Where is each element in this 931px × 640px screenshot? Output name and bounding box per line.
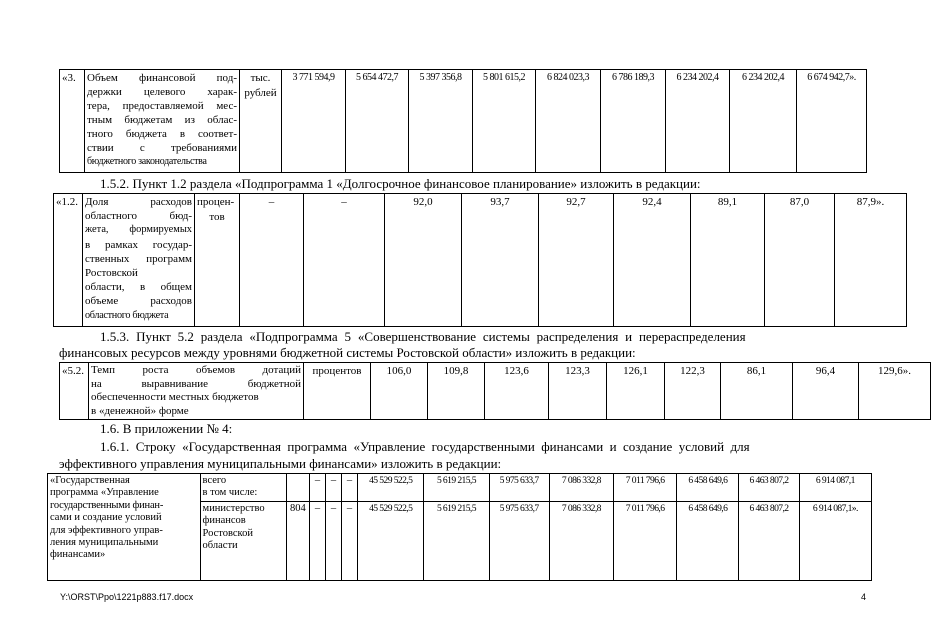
value-cell: 92,4 <box>614 194 691 327</box>
paragraph-1-6-1-line2: эффективного управления муниципальными финансами» изложить в редакции: <box>59 456 502 471</box>
desc-line: тного бюджета в соответ- <box>87 128 237 140</box>
program-name <box>48 474 201 581</box>
unit-line: тов <box>209 210 225 223</box>
indicator-description <box>85 70 240 173</box>
resp-line: в том числе: <box>202 487 258 499</box>
desc-line: Объем финансовой под- <box>87 72 237 84</box>
value-cell: 7 086 332,8 <box>549 474 613 502</box>
value-cell: 87,9». <box>835 194 907 327</box>
value-cell: 87,0 <box>765 194 835 327</box>
table-indicator-5-2 <box>59 362 931 420</box>
unit-cell: тыс. рублей <box>240 70 282 173</box>
value-cell: 7 011 796,6 <box>613 501 676 580</box>
desc-line: держки целевого харак- <box>87 86 237 98</box>
value-cell: 6 463 807,2 <box>739 501 799 580</box>
name-line: «Государственная <box>50 475 130 486</box>
unit-line: процен- <box>197 196 235 208</box>
value-cell: 3 771 594,9 <box>282 70 346 173</box>
value-cell: 6 824 023,3 <box>536 70 601 173</box>
value-cell: 123,3 <box>549 363 607 420</box>
value-cell: 122,3 <box>665 363 721 420</box>
desc-line: тера, предоставляемой мес- <box>87 100 237 112</box>
table-indicator-1-2 <box>53 193 907 327</box>
desc-line: области, в общем <box>85 281 192 294</box>
value-cell: 5 619 215,5 <box>424 474 489 502</box>
value-cell: – <box>304 194 385 327</box>
value-cell: 123,6 <box>485 363 549 420</box>
desc-line: жета, формируемых <box>85 224 192 236</box>
value-cell: 109,8 <box>428 363 485 420</box>
row-number: «5.2. <box>60 363 89 420</box>
desc-line: в рамках государ- <box>85 238 192 251</box>
desc-line: областного бюд- <box>85 210 192 223</box>
desc-line: ственных программ <box>85 252 192 265</box>
value-cell: 129,6». <box>859 363 931 420</box>
value-cell: 45 529 522,5 <box>358 501 424 580</box>
dash-cell: – <box>342 474 358 502</box>
value-cell: 92,0 <box>385 194 462 327</box>
resp-line: финансов <box>202 515 246 527</box>
value-cell: 6 234 202,4 <box>666 70 730 173</box>
desc-line: обеспеченности местных бюджетов <box>91 391 259 403</box>
name-line: программа «Управление <box>50 487 159 499</box>
code-cell: 804 <box>286 501 309 580</box>
desc-line: ствии с требованиями <box>87 142 237 154</box>
value-cell: 89,1 <box>691 194 765 327</box>
desc-line: Ростовской <box>85 267 138 280</box>
value-cell: 5 975 633,7 <box>489 501 549 580</box>
value-cell: 126,1 <box>607 363 665 420</box>
desc-line: тным бюджетам из облас- <box>87 114 237 126</box>
unit-cell <box>195 194 240 327</box>
desc-line: Темп роста объемов дотаций <box>91 364 301 376</box>
value-cell: 7 086 332,8 <box>549 501 613 580</box>
desc-line: в «денежной» форме <box>91 404 189 417</box>
footer-file-path: Y:\ORST\Ppo\1221p883.f17.docx <box>60 592 194 602</box>
value-cell: 6 458 649,6 <box>677 501 739 580</box>
value-cell: 106,0 <box>371 363 428 420</box>
row-number: «3. <box>60 70 85 173</box>
responsible-cell <box>200 474 286 502</box>
resp-line: всего <box>202 475 227 486</box>
value-cell: 5 801 615,2 <box>473 70 536 173</box>
name-line: для эффективного управ- <box>50 524 163 536</box>
paragraph-1-5-2: 1.5.2. Пункт 1.2 раздела «Подпрограмма 1 «Долгосрочное финансовое планирование» изложить в редакции: <box>100 176 701 191</box>
value-cell: 6 458 649,6 <box>677 474 739 502</box>
value-cell: 6 674 942,7». <box>797 70 867 173</box>
resp-line: министерство <box>202 502 265 514</box>
value-cell: 5 975 633,7 <box>489 474 549 502</box>
desc-line: объеме расходов <box>85 295 192 308</box>
value-cell: 93,7 <box>462 194 539 327</box>
row-number: «1.2. <box>54 194 83 327</box>
dash-cell: – <box>325 474 341 502</box>
dash-cell: – <box>325 501 341 580</box>
table-indicator-3 <box>59 69 867 173</box>
value-cell: 96,4 <box>793 363 859 420</box>
desc-line: на выравнивание бюджетной <box>91 377 301 390</box>
dash-cell: – <box>342 501 358 580</box>
value-cell: 5 397 356,8 <box>409 70 473 173</box>
table-state-program <box>47 473 872 581</box>
name-line: ления муниципальными <box>50 537 159 549</box>
value-cell: 45 529 522,5 <box>358 474 424 502</box>
value-cell: 86,1 <box>721 363 793 420</box>
dash-cell: – <box>309 501 325 580</box>
value-cell: 6 786 189,3 <box>601 70 666 173</box>
desc-line: Доля расходов <box>85 196 192 208</box>
page-number: 4 <box>861 592 867 602</box>
value-cell: 6 914 087,1 <box>799 474 871 502</box>
unit-cell: процентов <box>304 363 371 420</box>
desc-line: бюджетного законодательства <box>87 156 207 167</box>
value-cell: 5 654 472,7 <box>346 70 409 173</box>
paragraph-1-6-1-line1: 1.6.1. Строку «Государственная программа «Управление государственными финансами и создание условий для <box>100 439 750 454</box>
indicator-description <box>83 194 195 327</box>
value-cell: 5 619 215,5 <box>424 501 489 580</box>
paragraph-1-5-3-line1: 1.5.3. Пункт 5.2 раздела «Подпрограмма 5 «Совершенствование системы распределения и перераспределения <box>100 329 746 344</box>
paragraph-1-5-3-line2: финансовых ресурсов между уровнями бюджетной системы Ростовской области» изложить в редакции: <box>59 345 636 360</box>
value-cell: 6 914 087,1». <box>799 501 871 580</box>
value-cell: 6 234 202,4 <box>730 70 797 173</box>
indicator-description <box>89 363 304 420</box>
value-cell: – <box>240 194 304 327</box>
paragraph-1-6: 1.6. В приложении № 4: <box>100 421 233 436</box>
name-line: сами и создание условий <box>50 512 162 524</box>
resp-line: Ростовской <box>202 527 253 539</box>
responsible-cell <box>200 501 286 580</box>
name-line: государственными финан- <box>50 499 164 511</box>
resp-line: области <box>202 540 238 552</box>
dash-cell: – <box>309 474 325 502</box>
value-cell: 6 463 807,2 <box>739 474 799 502</box>
value-cell: 92,7 <box>539 194 614 327</box>
name-line: финансами» <box>50 549 106 561</box>
desc-line: областного бюджета <box>85 309 169 321</box>
code-cell <box>286 474 309 502</box>
value-cell: 7 011 796,6 <box>613 474 676 502</box>
